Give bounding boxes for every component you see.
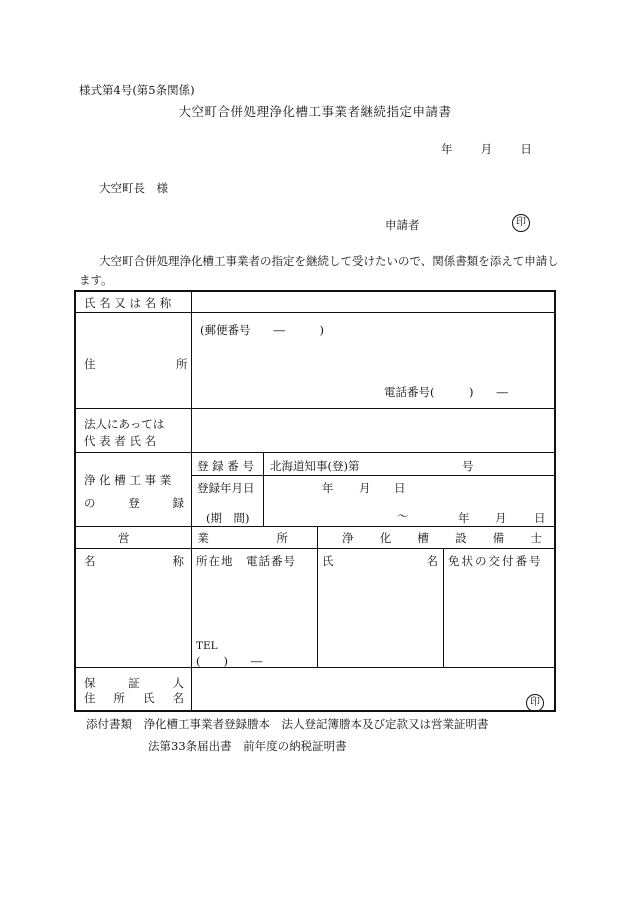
phone-number[interactable]: 電話番号( ) ― bbox=[384, 385, 508, 399]
reg-number-suffix: 号 bbox=[462, 459, 474, 473]
postal-code[interactable]: (郵便番号 ― ) bbox=[200, 323, 324, 337]
col-location: 所在地 電話番号 bbox=[196, 554, 296, 568]
application-form-table bbox=[74, 290, 556, 712]
reg-date-month: 月 bbox=[359, 481, 371, 495]
name-field[interactable] bbox=[194, 294, 552, 310]
office-header: 営 業 所 bbox=[118, 531, 288, 545]
reg-number-label: 登 録 番 号 bbox=[197, 459, 254, 473]
tel-field[interactable]: ( ) ― bbox=[196, 654, 263, 668]
date-month: 月 bbox=[480, 142, 493, 156]
addressee: 大空町長 様 bbox=[99, 181, 168, 195]
col-name: 名 称 bbox=[84, 554, 184, 568]
period-label: (期 間) bbox=[206, 511, 250, 525]
form-number: 様式第4号(第5条関係) bbox=[79, 83, 195, 97]
guarantor-label-1: 保 証 人 bbox=[84, 676, 184, 690]
rep-label-2: 代 表 者 氏 名 bbox=[84, 434, 157, 448]
period-month: 月 bbox=[495, 511, 507, 525]
attachments-line-1: 添付書類 浄化槽工事業者登録謄本 法人登記簿謄本及び定款又は営業証明書 bbox=[86, 717, 489, 731]
engineer-header: 浄 化 槽 設 備 士 bbox=[342, 531, 542, 545]
reg-label-2: の 登 録 bbox=[84, 496, 184, 510]
attachments-line-2: 法第33条届出書 前年度の納税証明書 bbox=[148, 739, 347, 753]
rep-label-1: 法人にあっては bbox=[84, 417, 165, 431]
date-year: 年 bbox=[441, 142, 453, 156]
tel-label: TEL bbox=[196, 640, 218, 652]
guarantor-label-2: 住 所 氏 名 bbox=[84, 691, 184, 705]
body-text: 大空町合併処理浄化槽工事業者の指定を継続して受けたいので、関係書類を添えて申請します。 bbox=[79, 254, 559, 287]
reg-number-value[interactable]: 北海道知事(登)第 bbox=[270, 459, 360, 473]
period-tilde: ～ bbox=[397, 509, 409, 523]
representative-field[interactable] bbox=[194, 410, 552, 450]
period-year: 年 bbox=[458, 511, 470, 525]
guarantor-seal-icon: 印 bbox=[526, 694, 544, 712]
date-day: 日 bbox=[520, 142, 532, 156]
address-label-2: 所 bbox=[176, 357, 188, 371]
col-person: 氏 名 bbox=[322, 554, 438, 568]
period-day: 日 bbox=[534, 511, 546, 525]
reg-date-label: 登録年月日 bbox=[197, 481, 255, 495]
form-title: 大空町合併処理浄化槽工事業者継続指定申請書 bbox=[178, 104, 452, 119]
date-line bbox=[441, 141, 532, 157]
name-label: 氏 名 又 は 名 称 bbox=[84, 296, 172, 310]
address-label-1: 住 bbox=[84, 357, 96, 371]
applicant-seal-icon: 印 bbox=[512, 214, 530, 232]
reg-date-day: 日 bbox=[394, 481, 406, 495]
reg-label-1: 浄 化 槽 工 事 業 bbox=[84, 473, 172, 487]
applicant-label: 申請者 bbox=[385, 218, 420, 232]
col-license: 免状の交付番号 bbox=[448, 554, 543, 568]
reg-date-year: 年 bbox=[322, 481, 334, 495]
